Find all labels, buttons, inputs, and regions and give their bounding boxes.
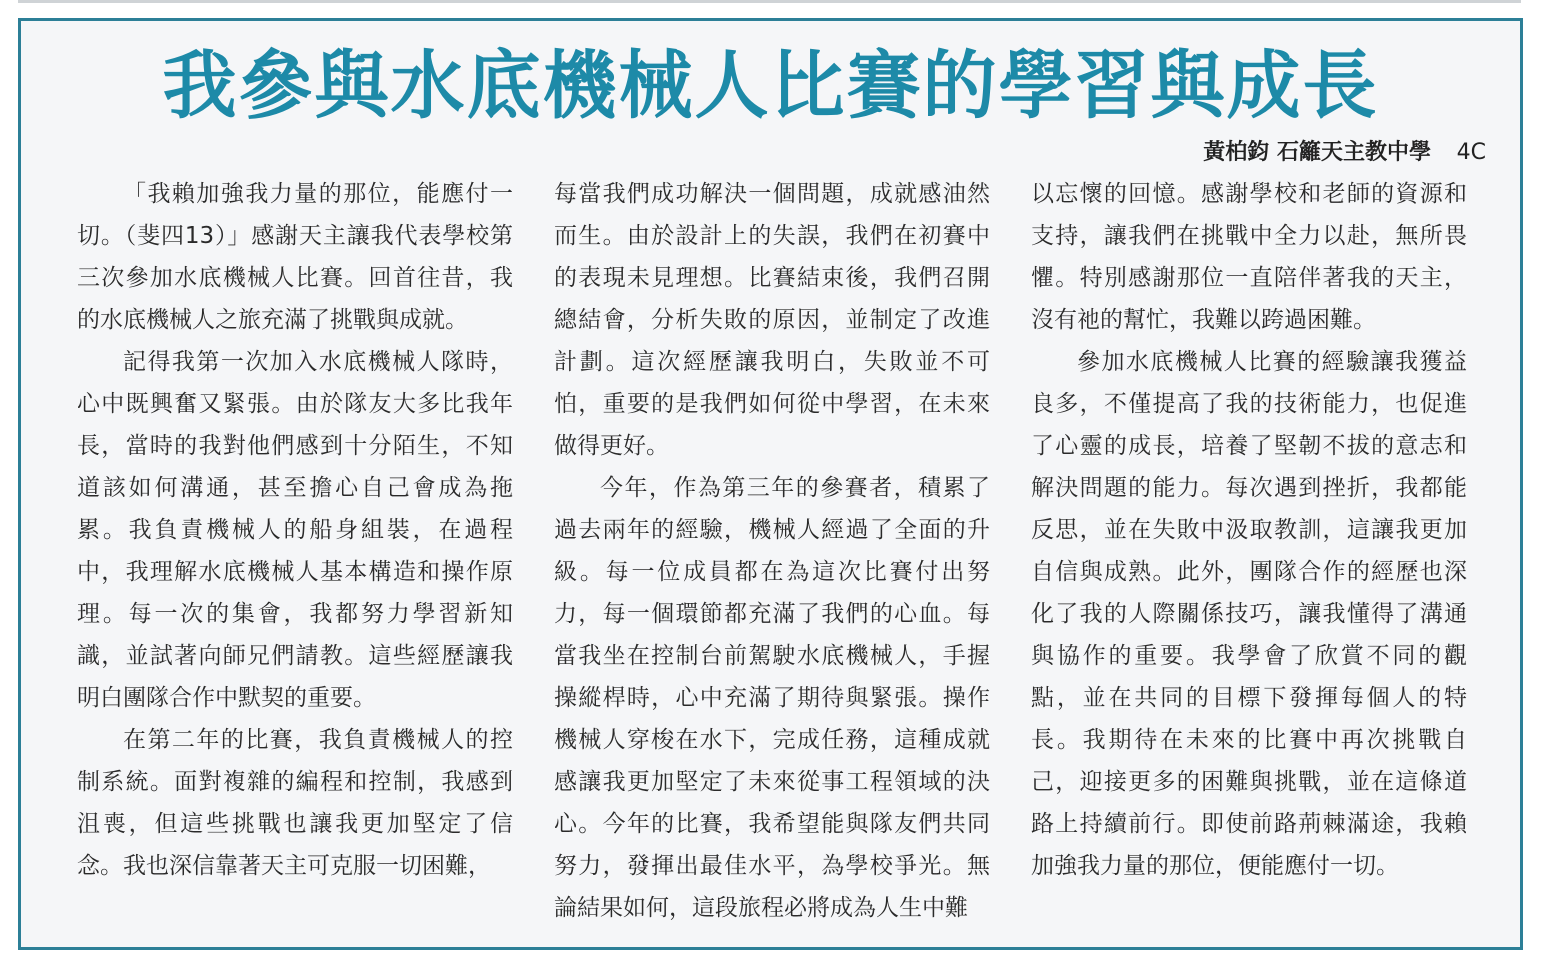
school-name: 石籬天主教中學 (1276, 140, 1431, 165)
class-label: 4C (1456, 140, 1486, 165)
article-column-1 (77, 173, 513, 887)
article-column-3 (1031, 173, 1467, 887)
paragraph: 記得我第一次加入水底機械人隊時，心中既興奮又緊張。由於隊友大多比我年長，當時的我對他們感到十分陌生，不知道該如何溝通，甚至擔心自己會成為拖累。我負責機械人的船身組裝，在過程中，我理解水底機械人基本構造和操作原理。每一次的集會，我都努力學習新知識，並試著向師兄們請教。這些經歷讓我明白團隊合作中默契的重要。 (77, 349, 513, 711)
byline (1203, 135, 1486, 166)
article-column-2 (554, 173, 990, 929)
paragraph: 「我賴加強我力量的那位，能應付一切。（斐四13）」感謝天主讓我代表學校第三次參加水底機械人比賽。回首往昔，我的水底機械人之旅充滿了挑戰與成就。 (77, 181, 513, 333)
author-name: 黃柏鈞 (1203, 140, 1270, 165)
paragraph: 在第二年的比賽，我負責機械人的控制系統。面對複雜的編程和控制，我感到沮喪，但這些挑戰也讓我更加堅定了信念。我也深信靠著天主可克服一切困難， (77, 727, 513, 879)
article-frame (18, 18, 1523, 950)
paragraph: 以忘懷的回憶。感謝學校和老師的資源和支持，讓我們在挑戰中全力以赴，無所畏懼。特別感謝那位一直陪伴著我的天主，沒有祂的幫忙，我難以跨過困難。 (1031, 181, 1467, 333)
paragraph: 每當我們成功解決一個問題，成就感油然而生。由於設計上的失誤，我們在初賽中的表現未見理想。比賽結束後，我們召開總結會，分析失敗的原因，並制定了改進計劃。這次經歷讓我明白，失敗並不可怕，重要的是我們如何從中學習，在未來做得更好。 (554, 181, 990, 459)
top-rule (18, 0, 1521, 3)
paragraph: 今年，作為第三年的參賽者，積累了過去兩年的經驗，機械人經過了全面的升級。每一位成員都在為這次比賽付出努力，每一個環節都充滿了我們的心血。每當我坐在控制台前駕駛水底機械人，手握操縱桿時，心中充滿了期待與緊張。操作機械人穿梭在水下，完成任務，這種成就感讓我更加堅定了未來從事工程領域的決心。今年的比賽，我希望能與隊友們共同努力，發揮出最佳水平，為學校爭光。無論結果如何，這段旅程必將成為人生中難 (554, 475, 990, 921)
article-title: 我參與水底機械人比賽的學習與成長 (162, 43, 1379, 129)
paragraph: 參加水底機械人比賽的經驗讓我獲益良多，不僅提高了我的技術能力，也促進了心靈的成長，培養了堅韌不拔的意志和解決問題的能力。每次遇到挫折，我都能反思，並在失敗中汲取教訓，這讓我更加自信與成熟。此外，團隊合作的經歷也深化了我的人際關係技巧，讓我懂得了溝通與協作的重要。我學會了欣賞不同的觀點，並在共同的目標下發揮每個人的特長。我期待在未來的比賽中再次挑戰自己，迎接更多的困難與挑戰，並在這條道路上持續前行。即使前路荊棘滿途，我賴加強我力量的那位，便能應付一切。 (1031, 349, 1467, 879)
